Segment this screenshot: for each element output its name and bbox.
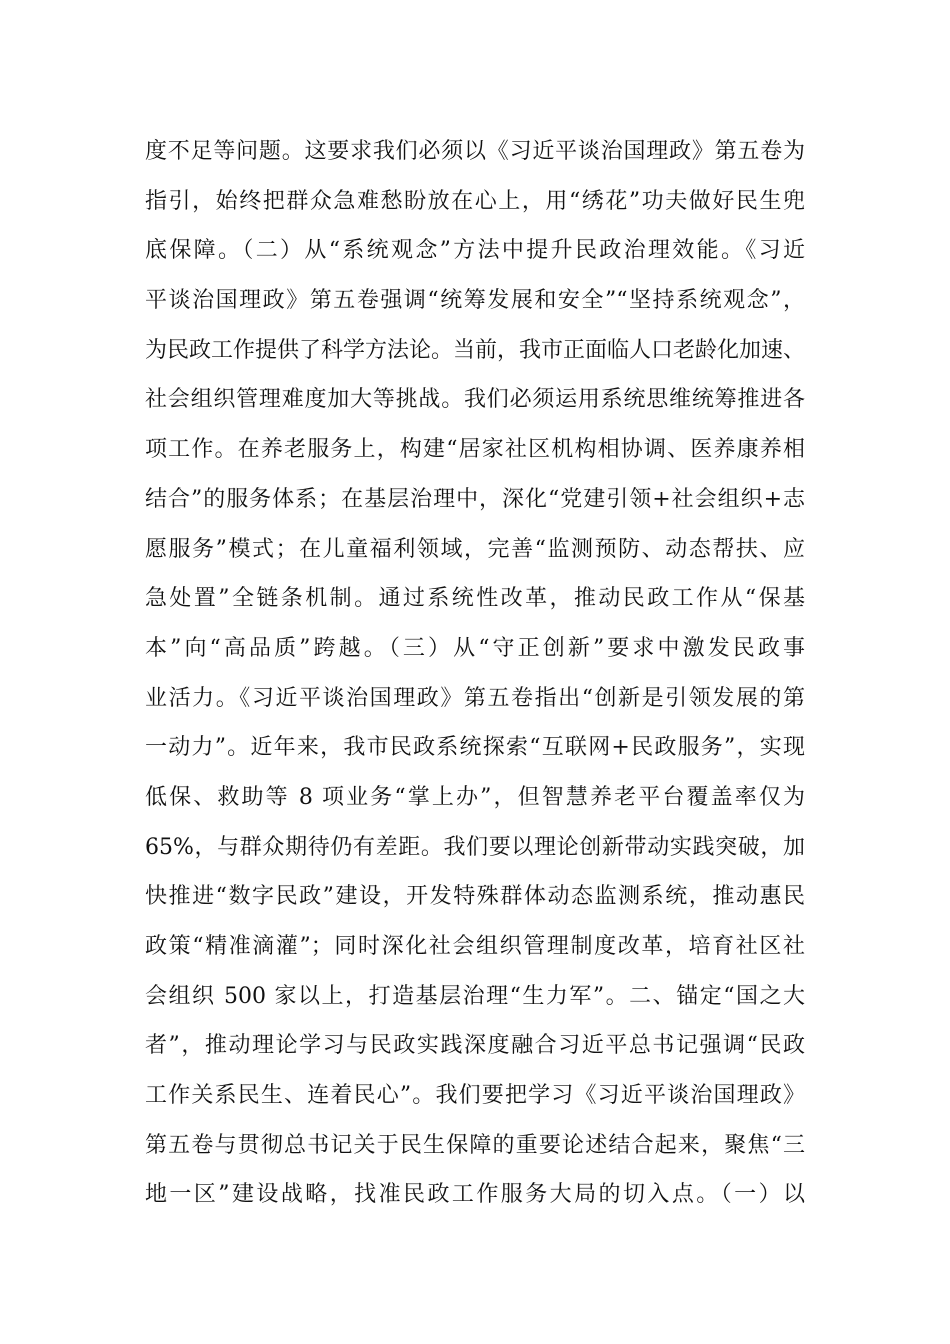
text-line: 地一区”建设战略，找准民政工作服务大局的切入点。（一）以 — [145, 1182, 805, 1208]
text-line: 一动力”。近年来，我市民政系统探索“互联网+民政服务”，实现 — [145, 735, 805, 761]
text-line: 者”，推动理论学习与民政实践深度融合习近平总书记强调“民政 — [145, 1033, 805, 1059]
text-line: 急处置”全链条机制。通过系统性改革，推动民政工作从“保基 — [145, 586, 805, 612]
text-line: 底保障。（二）从“系统观念”方法中提升民政治理效能。《习近 — [145, 238, 805, 264]
text-line: 业活力。《习近平谈治国理政》第五卷指出“创新是引领发展的第 — [145, 685, 805, 711]
text-line: 项工作。在养老服务上，构建“居家社区机构相协调、医养康养相 — [145, 437, 805, 463]
text-line: 低保、救助等 8 项业务“掌上办”，但智慧养老平台覆盖率仅为 — [145, 784, 805, 810]
text-line: 为民政工作提供了科学方法论。当前，我市正面临人口老龄化加速、 — [145, 337, 806, 363]
text-line: 愿服务”模式；在儿童福利领域，完善“监测预防、动态帮扶、应 — [145, 536, 805, 562]
text-line: 会组织 500 家以上，打造基层治理“生力军”。二、锚定“国之大 — [145, 983, 805, 1009]
text-line: 社会组织管理难度加大等挑战。我们必须运用系统思维统筹推进各 — [145, 387, 805, 413]
text-line: 结合”的服务体系；在基层治理中，深化“党建引领+社会组织+志 — [145, 486, 805, 512]
text-line: 平谈治国理政》第五卷强调“统筹发展和安全”“坚持系统观念”， — [145, 288, 805, 314]
text-line: 65%，与群众期待仍有差距。我们要以理论创新带动实践突破，加 — [145, 834, 805, 860]
text-line: 指引，始终把群众急难愁盼放在心上，用“绣花”功夫做好民生兜 — [145, 188, 805, 214]
text-line: 政策“精准滴灌”；同时深化社会组织管理制度改革，培育社区社 — [145, 934, 805, 959]
text-line: 本”向“高品质”跨越。（三）从“守正创新”要求中激发民政事 — [145, 635, 805, 661]
document-body — [145, 127, 805, 1220]
text-line: 工作关系民生、连着民心”。我们要把学习《习近平谈治国理政》 — [145, 1083, 805, 1109]
text-line: 度不足等问题。这要求我们必须以《习近平谈治国理政》第五卷为 — [145, 139, 805, 164]
text-line: 第五卷与贯彻总书记关于民生保障的重要论述结合起来，聚焦“三 — [145, 1132, 805, 1158]
text-line: 快推进“数字民政”建设，开发特殊群体动态监测系统，推动惠民 — [145, 884, 805, 910]
